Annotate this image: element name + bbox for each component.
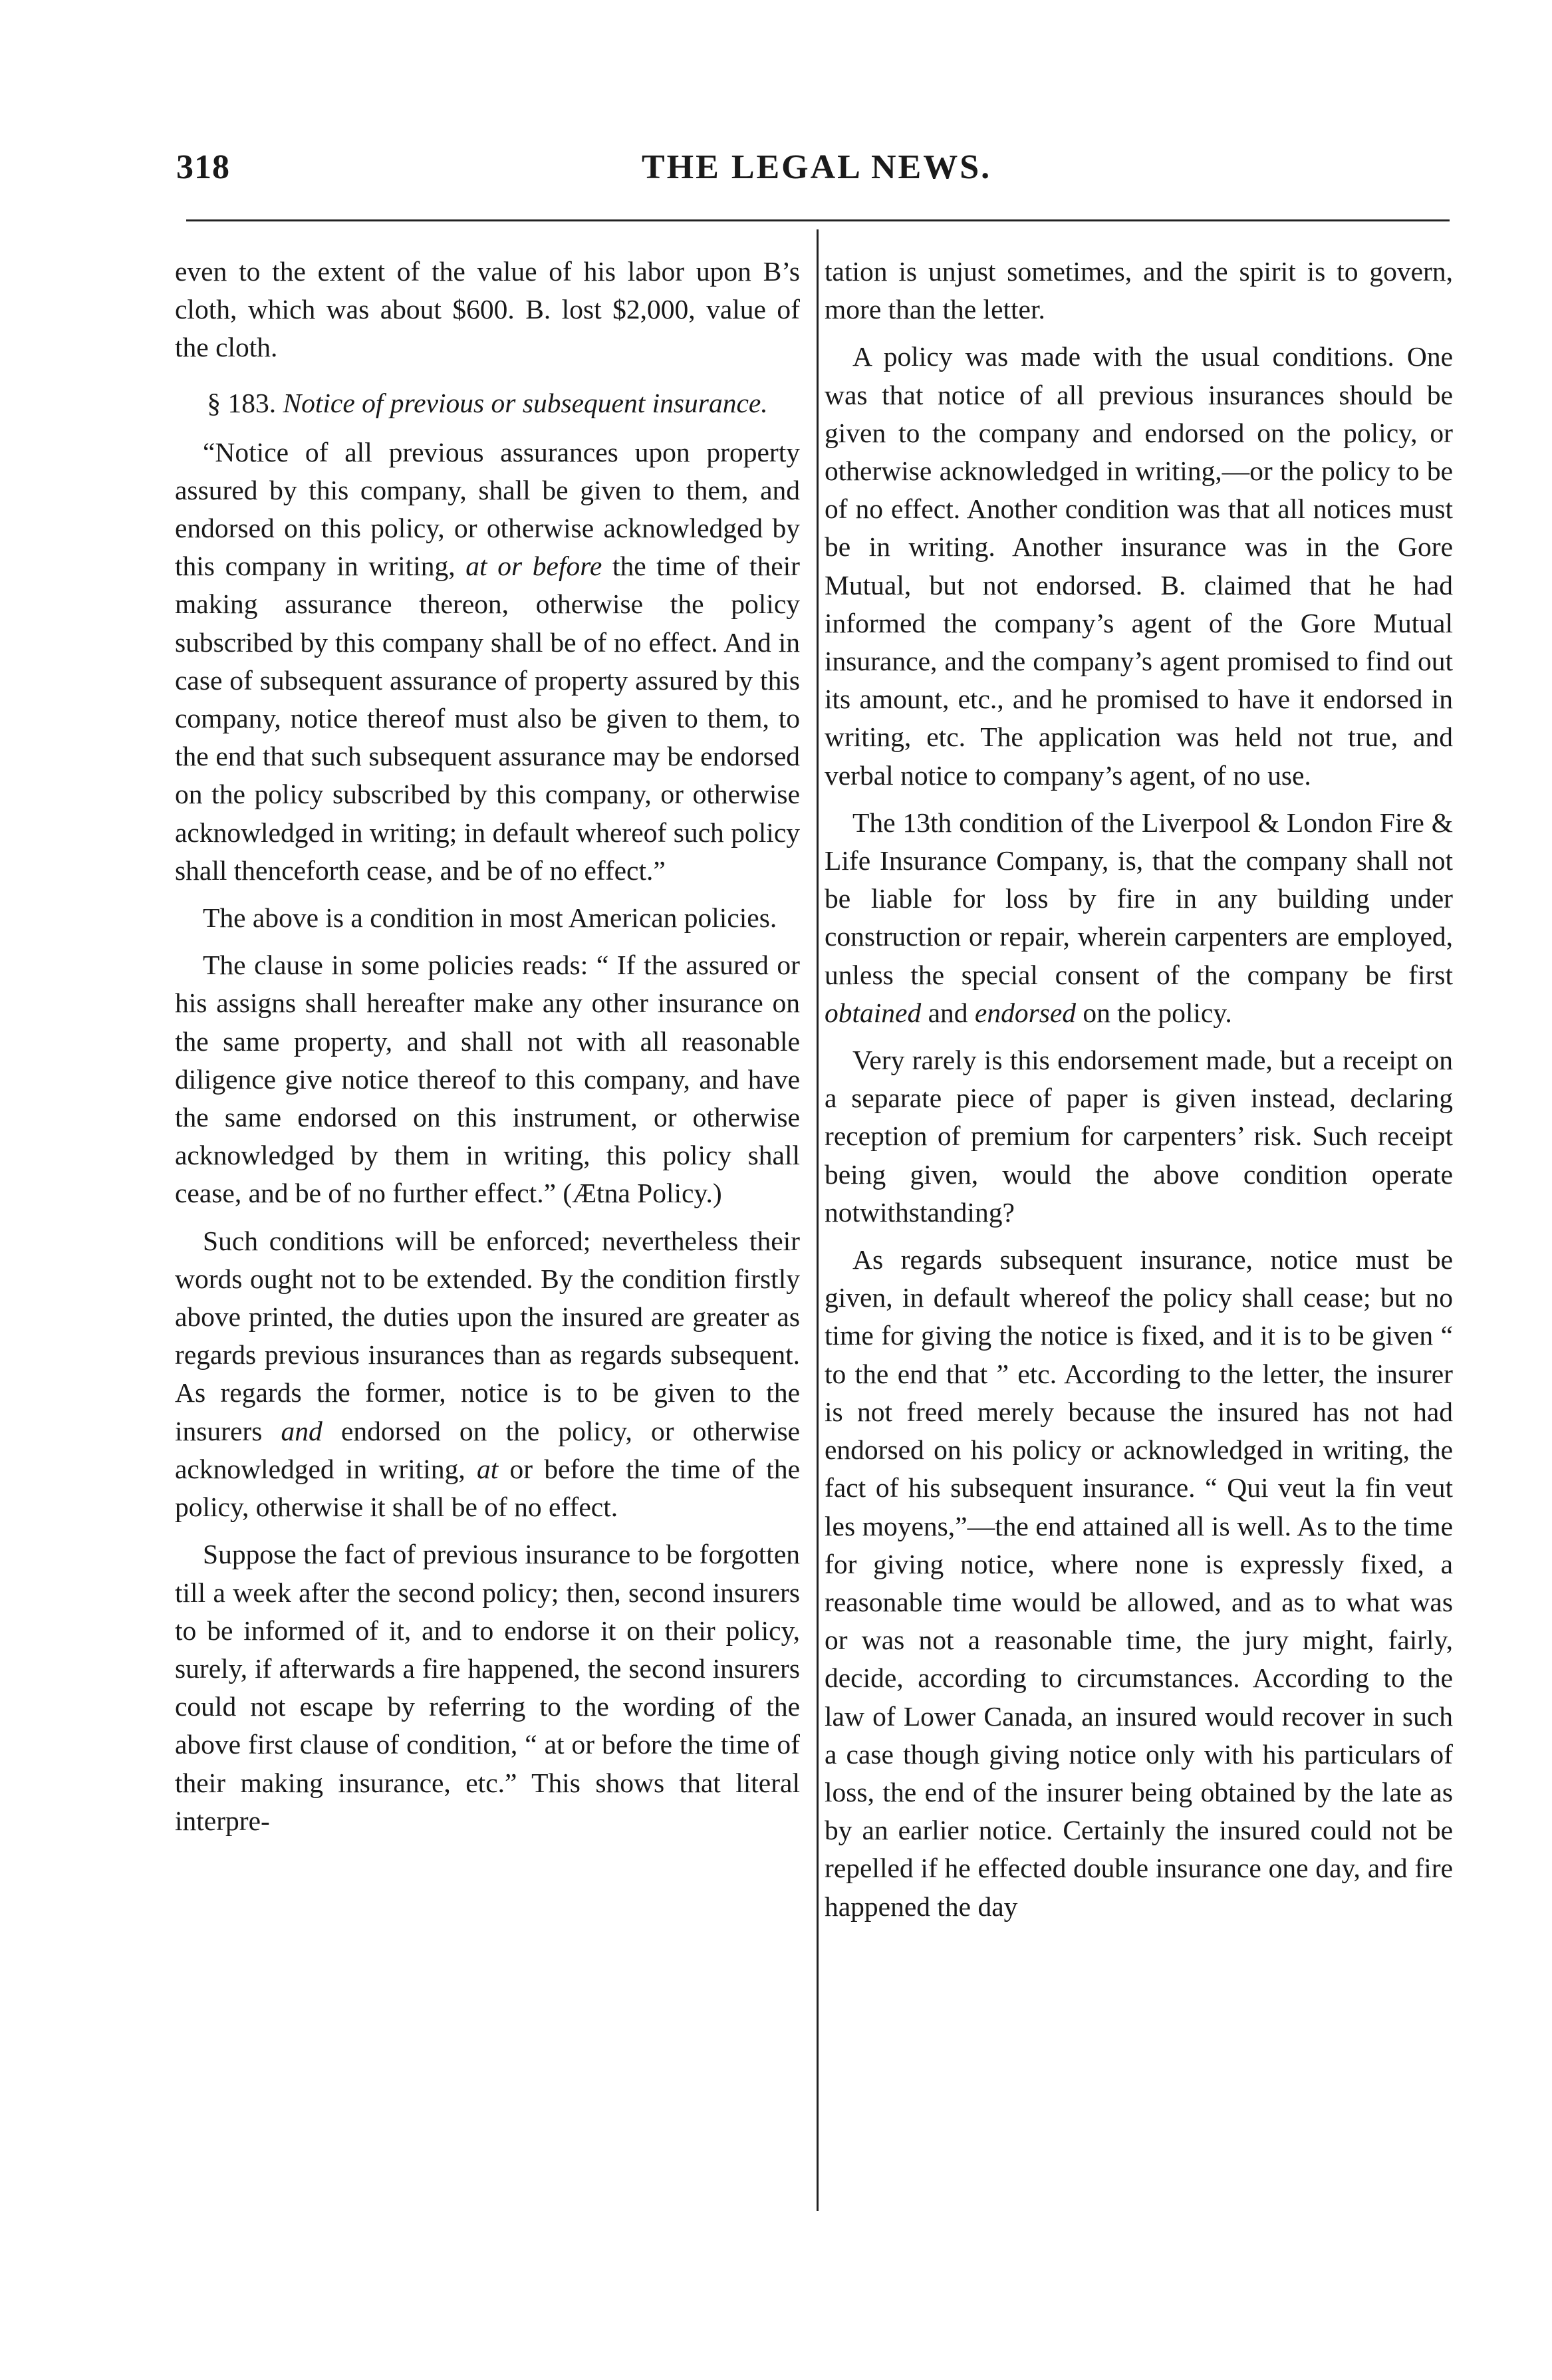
paragraph (825, 804, 1453, 1032)
emphasis: endorsed (974, 997, 1077, 1028)
emphasis: at or before (465, 551, 602, 582)
text-run: and (928, 997, 968, 1028)
header-rule (186, 219, 1450, 221)
text-run: The 13th condition of the Liverpool & London Fire & Life Insurance Company, is, that the company shall not be liable for loss by fire in any building under construction or repair, wherein carpenters are employed, unless the special consent of the company be first (825, 807, 1453, 990)
section-heading (175, 384, 800, 422)
paragraph (175, 434, 800, 890)
paragraph: The above is a condition in most American policies. (203, 902, 777, 934)
left-column (175, 253, 800, 1849)
paragraph (175, 1222, 800, 1527)
paragraph: The clause in some policies reads: “ If the assured or his assigns shall hereafter make any other insurance on the same property, and shall not with all reasonable diligence give notice thereof to this company, and have the same endorsed on this instrument, or otherwise acknowledged by them in writing, this policy shall cease, and be of no further effect.” (Ætna Policy.) (175, 950, 800, 1209)
text-run: Such conditions will be enforced; nevertheless their words ought not to be extended. By the condition firstly above printed, the duties upon the insured are greater as regards previous insurances than as regards subsequent. As regards the former, notice is to be given to the insurers (175, 1225, 800, 1446)
emphasis: and (281, 1415, 323, 1446)
column-divider (817, 229, 819, 2211)
text-run: on the policy. (1083, 997, 1232, 1028)
text-run: endorsed on the policy, or otherwise acknowledged in writing, (175, 1415, 801, 1484)
text-run: or before the time of the policy, otherwise it shall be of no effect. (175, 1453, 801, 1523)
emphasis: obtained (825, 997, 922, 1028)
text-run: the time of their making assurance thereon, otherwise the policy subscribed by this company shall be of no effect. And in case of subsequent assurance of property assured by this company, notice thereof must also be given to them, to the end that such subsequent assurance may be endorsed on the policy subscribed by this company, or otherwise acknowledged in writing; in default whereof such policy shall thenceforth cease, and be of no effect.” (175, 551, 800, 886)
paragraph: A policy was made with the usual conditions. One was that notice of all previous insurances should be given to the company and endorsed on the policy, or otherwise acknowledged in writing,—or the policy to be of no effect. Another condition was that all notices must be in writing. Another insurance was in the Gore Mutual, but not endorsed. B. claimed that he had informed the company’s agent of the Gore Mutual insurance, and the company’s agent promised to find out its amount, etc., and he promised to have it endorsed in writing, etc. The application was held not true, and verbal notice to company’s agent, of no use. (825, 341, 1453, 791)
running-title: THE LEGAL NEWS. (642, 148, 992, 186)
emphasis: at (476, 1453, 499, 1484)
paragraph: Very rarely is this endorsement made, but a receipt on a separate piece of paper is given instead, declaring reception of premium for carpenters’ risk. Such receipt being given, would the above condition operate notwithstanding? (825, 1045, 1453, 1228)
section-number: § 183. (207, 387, 277, 418)
paragraph: Suppose the fact of previous insurance to be forgotten till a week after the second policy; then, second insurers to be informed of it, and to endorse it on their policy, surely, if afterwards a fire happened, the second insurers could not escape by referring to the wording of the above first clause of condition, “ at or before the time of their making insurance, etc.” This shows that literal interpre- (175, 1539, 800, 1836)
page-header (176, 148, 1440, 201)
right-column (825, 253, 1453, 1935)
paragraph: tation is unjust sometimes, and the spirit is to govern, more than the letter. (825, 256, 1453, 325)
paragraph: even to the extent of the value of his labor upon B’s cloth, which was about $600. B. lost $2,000, value of the cloth. (175, 256, 800, 363)
paragraph: As regards subsequent insurance, notice must be given, in default whereof the policy shall cease; but no time for giving the notice is fixed, and it is to be given “ to the end that ” etc. According to the letter, the insurer is not freed merely because the insured has not had endorsed on his policy or acknowledged in writing, the fact of his subsequent insurance. “ Qui veut la fin veut les moyens,”—the end attained all is well. As to the time for giving notice, where none is expressly fixed, a reasonable time would be allowed, and as to what was or was not a reasonable time, the jury might, fairly, decide, according to circumstances. According to the law of Lower Canada, an insured would recover in such a case though giving notice only with his particulars of loss, the end of the insurer being obtained by the late as by an earlier notice. Certainly the insured could not be repelled if he effected double insurance one day, and fire happened the day (825, 1244, 1453, 1922)
section-title: Notice of previous or subsequent insurance. (283, 387, 768, 418)
text-run: “Notice of all previous assurances upon property assured by this company, shall be given to them, and endorsed on this policy, or otherwise acknowledged by this company in writing, (175, 436, 800, 582)
page-number: 318 (176, 148, 230, 186)
